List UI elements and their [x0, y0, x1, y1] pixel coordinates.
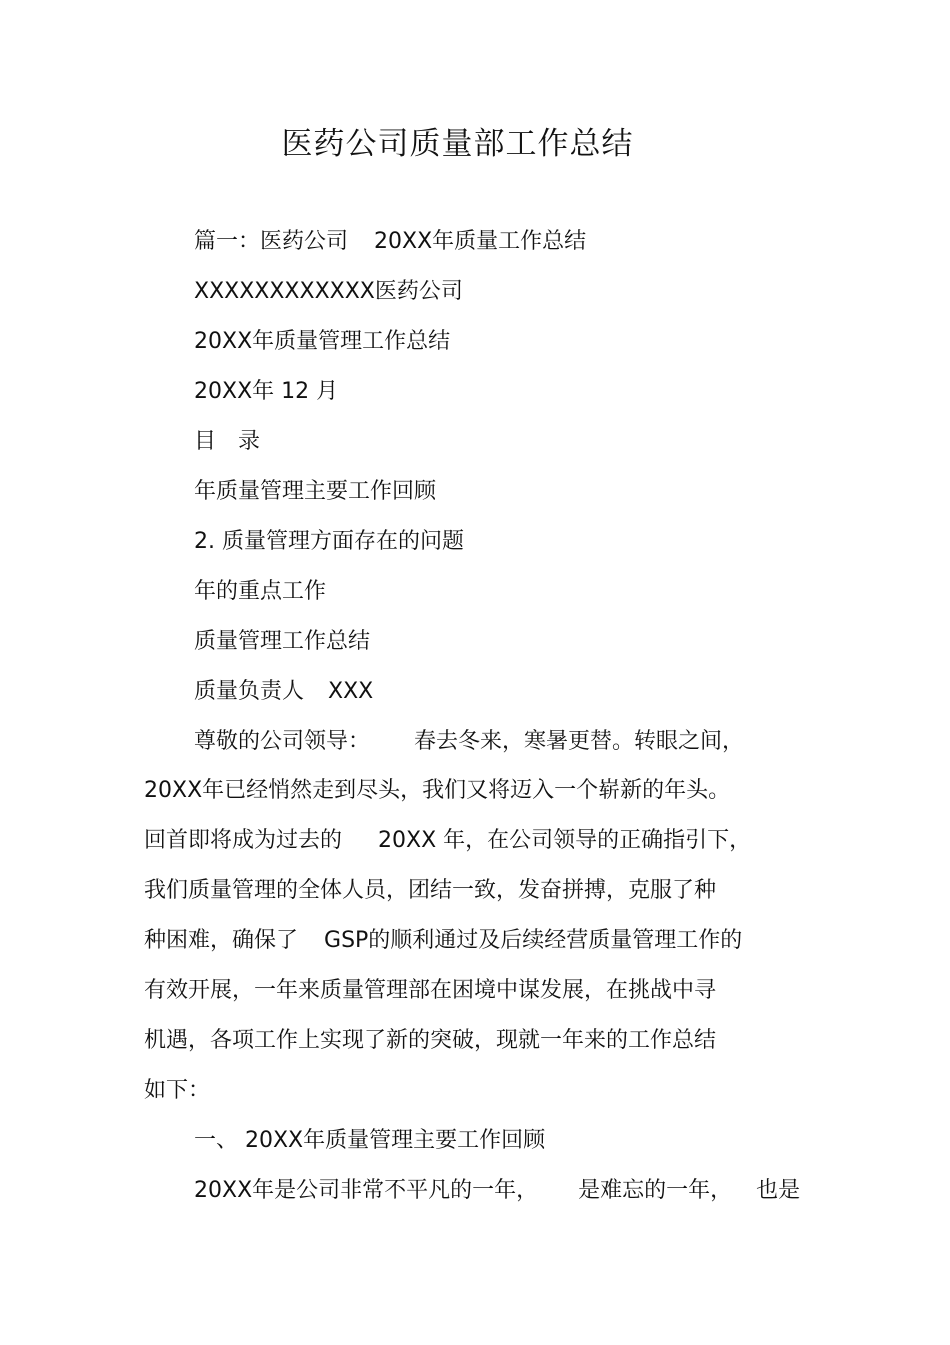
toc-item: 2. 质量管理方面存在的问题 — [194, 529, 464, 554]
paragraph-line: 如下： — [144, 1078, 211, 1103]
paragraph-line-head: 种困难，确保了 — [144, 928, 299, 953]
paragraph-line — [194, 1175, 800, 1207]
paragraph-line-head: 回首即将成为过去的 — [144, 828, 343, 853]
toc-item: 年的重点工作 — [194, 579, 327, 604]
toc-heading: 目 录 — [194, 429, 261, 454]
paragraph-line: 有效开展，一年来质量管理部在困境中谋发展，在挑战中寻 — [144, 978, 717, 1003]
article-heading-part2: 20XX年质量工作总结 — [374, 229, 587, 254]
date-line: 20XX年 12 月 — [194, 379, 339, 404]
last-line-part2: 是难忘的一年， — [578, 1178, 733, 1203]
company-line: XXXXXXXXXXXX医药公司 — [194, 279, 463, 304]
paragraph-line: 机遇，各项工作上实现了新的突破，现就一年来的工作总结 — [144, 1028, 717, 1053]
last-line-part1: 20XX年是公司非常不平凡的一年， — [194, 1178, 539, 1203]
paragraph-line-tail: 20XX 年，在公司领导的正确指引下， — [378, 828, 752, 853]
salutation-line — [194, 726, 744, 758]
salutation-opening: 春去冬来，寒暑更替。转眼之间， — [414, 729, 745, 754]
responsible-label: 质量负责人 — [194, 679, 305, 704]
toc-item: 质量管理工作总结 — [194, 629, 371, 654]
section-heading: 一、 20XX年质量管理主要工作回顾 — [194, 1128, 546, 1153]
salutation-greeting: 尊敬的公司领导： — [194, 729, 371, 754]
document-title: 医药公司质量部工作总结 — [281, 126, 634, 162]
paragraph-line — [144, 825, 751, 857]
report-title: 20XX年质量管理工作总结 — [194, 329, 451, 354]
paragraph-line: 20XX年已经悄然走到尽头，我们又将迈入一个崭新的年头。 — [144, 778, 731, 803]
article-heading-part1: 篇一：医药公司 — [194, 229, 349, 254]
last-line-part3: 也是 — [756, 1178, 801, 1203]
responsible-name: XXX — [328, 679, 374, 704]
article-heading — [194, 226, 586, 258]
responsible-person — [194, 676, 373, 708]
paragraph-line: 我们质量管理的全体人员，团结一致，发奋拼搏，克服了种 — [144, 878, 717, 903]
toc-item: 年质量管理主要工作回顾 — [194, 479, 437, 504]
paragraph-line — [144, 925, 742, 957]
paragraph-line-tail: GSP的顺利通过及后续经营质量管理工作的 — [324, 928, 743, 953]
